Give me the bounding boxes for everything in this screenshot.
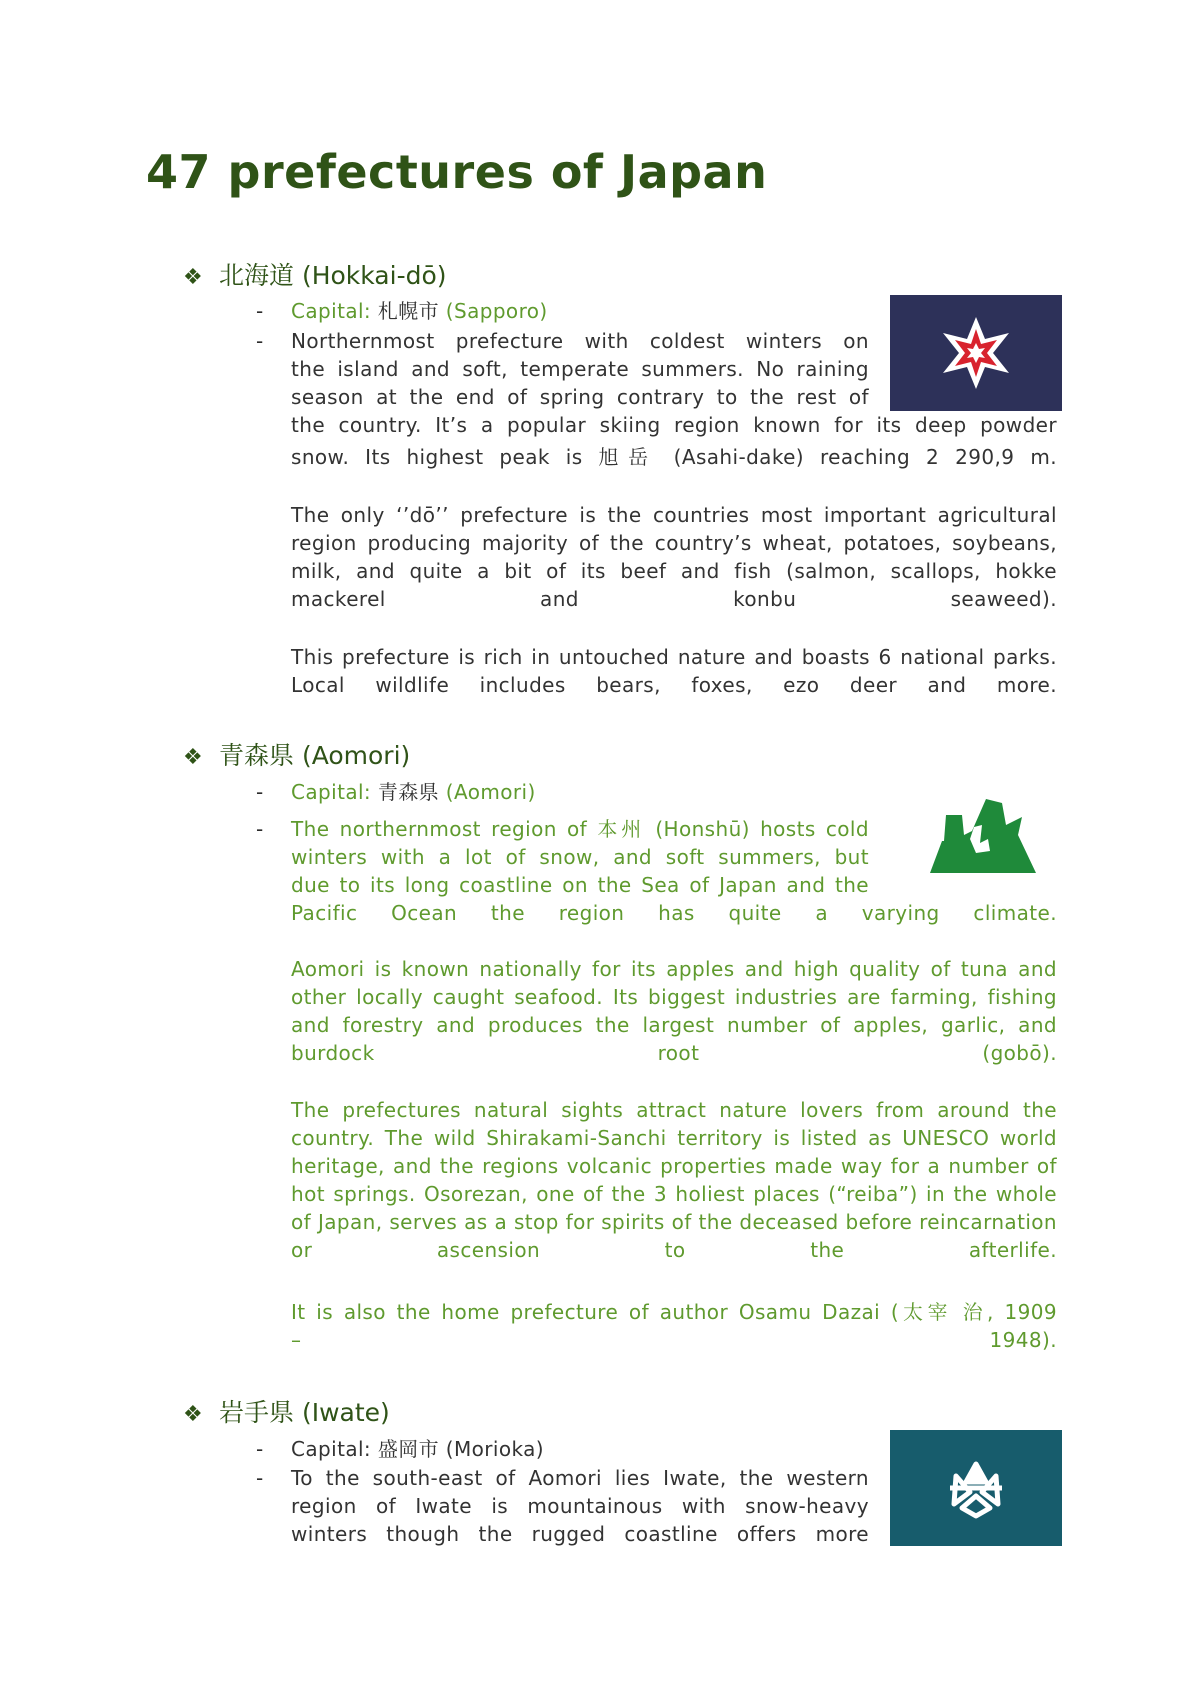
list-dash: -	[256, 817, 264, 841]
diamond-bullet-icon: ❖	[183, 1402, 203, 1427]
paragraph-industry: Aomori is known nationally for its apples and high quality of tuna and other locally caught seafood. Its biggest industries are farming, fishing and forestry and produces the largest number of apples, garlic, and burdock root (gobō).	[291, 957, 1057, 1065]
diamond-bullet-icon: ❖	[183, 745, 203, 770]
desc-line: season at the end of spring contrary to the rest of	[291, 385, 869, 409]
capital-label: Capital:	[291, 1437, 378, 1461]
desc-line: Pacific Ocean the region has quite a varying climate.	[291, 901, 1057, 925]
capital-label: Capital:	[291, 780, 378, 804]
list-dash: -	[256, 1466, 264, 1490]
heading-text: 青森県 (Aomori)	[219, 741, 411, 770]
paragraph-nature: The prefectures natural sights attract nature lovers from around the country. The wild Shirakami-Sanchi territory is listed as UNESCO world heritage, and the regions volcanic properties made way for a number of hot springs. Osorezan, one of the 3 holiest places (“reiba”) in the whole of Japan, serves as a stop for spirits of the deceased before reincarnation or ascension to the afterlife.	[291, 1098, 1057, 1262]
section-heading-hokkaido	[183, 256, 447, 292]
desc-line: The northernmost region of 本州 (Honshū) hosts cold	[291, 817, 869, 841]
list-dash: -	[256, 1437, 264, 1461]
desc-line: the island and soft, temperate summers. No raining	[291, 357, 869, 381]
capital-romaji: (Aomori)	[439, 780, 536, 804]
capital-line-aomori	[291, 778, 536, 806]
desc-line: region of Iwate is mountainous with snow-heavy	[291, 1494, 869, 1518]
section-heading-iwate	[183, 1393, 390, 1429]
capital-line-iwate	[291, 1435, 544, 1463]
desc-line: snow. Its highest peak is 旭岳 (Asahi-dake) reaching 2 290,9 m.	[291, 445, 1057, 469]
capital-kanji: 青森県	[377, 780, 440, 804]
capital-line-hokkaido	[291, 297, 548, 325]
page-title: 47 prefectures of Japan	[146, 145, 768, 199]
aomori-emblem-icon	[928, 795, 1038, 875]
desc-line: winters with a lot of snow, and soft summers, but	[291, 845, 869, 869]
desc-line: To the south-east of Aomori lies Iwate, the western	[291, 1466, 869, 1490]
capital-kanji: 盛岡市	[377, 1437, 440, 1461]
section-heading-aomori	[183, 736, 410, 772]
desc-line: winters though the rugged coastline offers more	[291, 1522, 869, 1546]
author-dates-dash: –	[291, 1328, 302, 1352]
hokkaido-flag-icon	[890, 295, 1062, 411]
list-dash: -	[256, 329, 264, 353]
list-dash: -	[256, 299, 264, 323]
paragraph-nature: This prefecture is rich in untouched nature and boasts 6 national parks. Local wildlife includes bears, foxes, ezo deer and more.	[291, 645, 1057, 697]
capital-romaji: (Morioka)	[439, 1437, 544, 1461]
paragraph-agriculture: The only ‘’dō’’ prefecture is the countries most important agricultural region producing majority of the country’s wheat, potatoes, soybeans, milk, and quite a bit of its beef and fish (salmon, scallops, hokke mackerel and konbu seaweed).	[291, 503, 1057, 611]
capital-romaji: (Sapporo)	[439, 299, 548, 323]
diamond-bullet-icon: ❖	[183, 265, 203, 290]
desc-line: Northernmost prefecture with coldest winters on	[291, 329, 869, 353]
iwate-flag-icon	[890, 1430, 1062, 1546]
author-dates-end: 1948).	[989, 1328, 1057, 1352]
heading-text: 北海道 (Hokkai-dō)	[219, 261, 447, 290]
heading-text: 岩手県 (Iwate)	[219, 1398, 390, 1427]
desc-line: due to its long coastline on the Sea of Japan and the	[291, 873, 869, 897]
list-dash: -	[256, 780, 264, 804]
capital-label: Capital:	[291, 299, 378, 323]
desc-line: the country. It’s a popular skiing region known for its deep powder	[291, 413, 1057, 437]
paragraph-author: It is also the home prefecture of author Osamu Dazai (太宰 治, 1909	[291, 1300, 1057, 1324]
capital-kanji: 札幌市	[377, 299, 440, 323]
